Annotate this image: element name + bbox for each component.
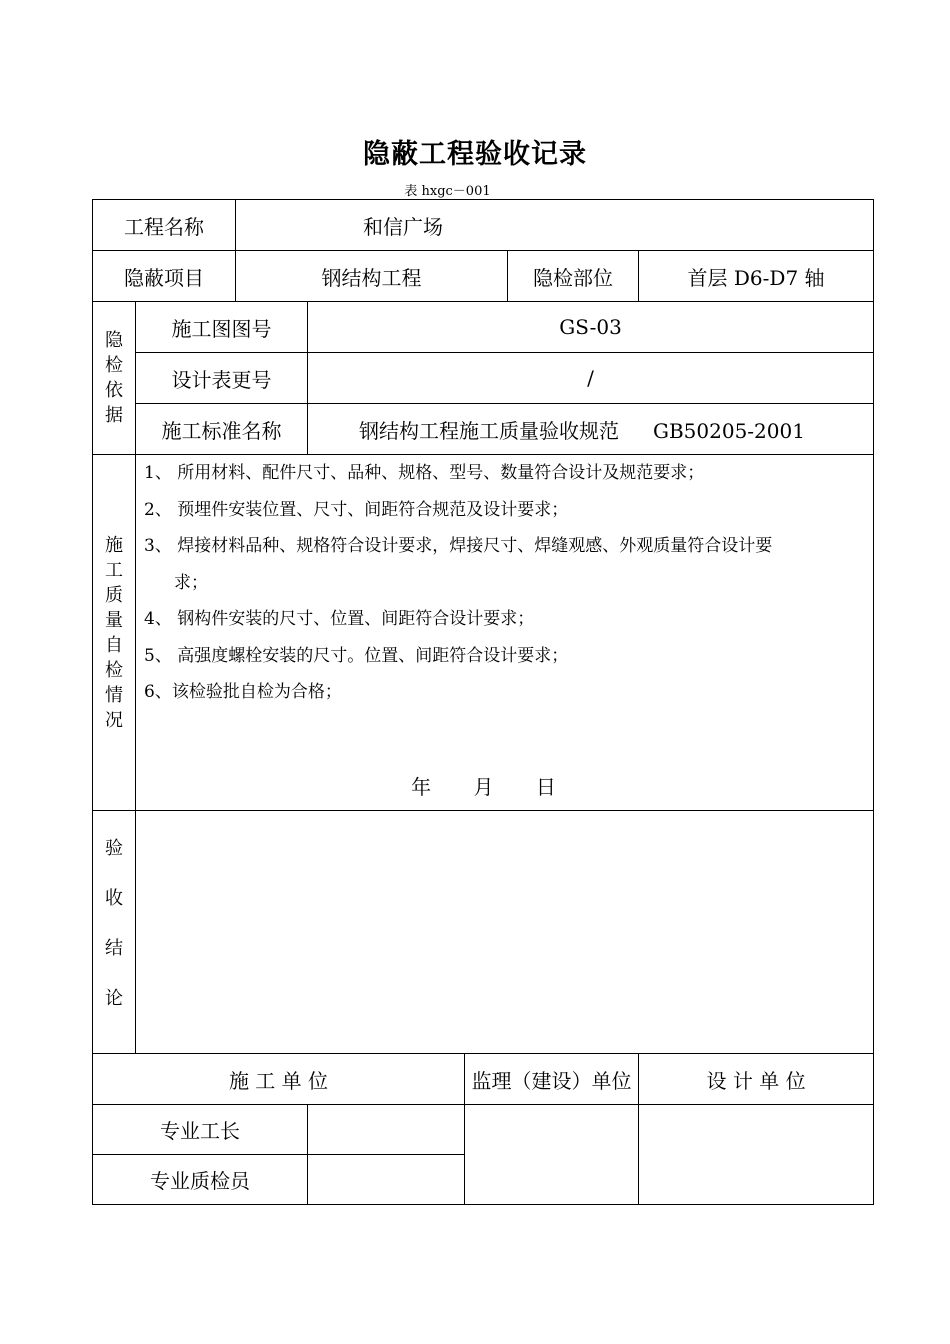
design-signature[interactable] (639, 1105, 874, 1205)
row-project-name (93, 200, 874, 251)
self-check-char: 检 (105, 659, 123, 681)
form-code: 表 hxgc－001 (404, 184, 491, 199)
construction-unit-header: 施 工 单 位 (93, 1054, 465, 1105)
row-drawing-no (93, 302, 874, 353)
design-unit-header: 设 计 单 位 (639, 1054, 874, 1105)
foreman-signature[interactable] (308, 1105, 465, 1155)
row-signature-headers (93, 1054, 874, 1105)
check-item: 6、该检验批自检为合格； (144, 682, 342, 702)
inspection-location-label: 隐检部位 (508, 251, 639, 302)
basis-section-label (93, 302, 136, 455)
supervision-unit-header: 监理（建设）单位 (465, 1054, 639, 1105)
basis-char: 据 (105, 405, 123, 426)
date-year: 年 (411, 774, 432, 799)
inspector-signature[interactable] (308, 1155, 465, 1205)
document-title: 隐蔽工程验收记录 (363, 139, 587, 170)
drawing-no-label: 施工图图号 (136, 302, 308, 353)
acceptance-section-label (93, 811, 136, 1054)
hidden-item-label: 隐蔽项目 (93, 251, 236, 302)
check-item: 1、 所用材料、配件尺寸、品种、规格、型号、数量符合设计及规范要求； (144, 463, 705, 483)
self-check-content[interactable] (136, 455, 874, 811)
project-name-label: 工程名称 (93, 200, 236, 251)
date-month: 月 (473, 774, 494, 799)
inspection-location-value[interactable]: 首层 D6-D7 轴 (639, 251, 874, 302)
check-item: 4、 钢构件安装的尺寸、位置、间距符合设计要求； (144, 609, 535, 629)
check-item-continuation: 求； (174, 572, 208, 593)
row-foreman (93, 1105, 874, 1155)
row-hidden-item (93, 251, 874, 302)
design-change-label: 设计表更号 (136, 353, 308, 404)
acceptance-char: 收 (105, 888, 123, 909)
self-check-char: 量 (105, 609, 123, 631)
inspector-label: 专业质检员 (93, 1155, 308, 1205)
basis-char: 隐 (105, 330, 123, 351)
standard-value[interactable] (308, 404, 874, 455)
self-check-char: 施 (105, 534, 123, 556)
project-name-value[interactable] (236, 200, 874, 251)
self-check-section-label (93, 455, 136, 811)
self-check-char: 情 (105, 684, 123, 706)
row-design-change (93, 353, 874, 404)
row-standard (93, 404, 874, 455)
standard-label: 施工标准名称 (136, 404, 308, 455)
standard-code: GB50205-2001 (653, 418, 805, 443)
row-self-check (93, 455, 874, 811)
check-item: 5、 高强度螺栓安装的尺寸。位置、间距符合设计要求； (144, 645, 569, 666)
supervision-signature[interactable] (465, 1105, 639, 1205)
project-name-text: 和信广场 (363, 214, 443, 239)
check-item: 3、 焊接材料品种、规格符合设计要求，焊接尺寸、焊缝观感、外观质量符合设计要 (144, 536, 773, 556)
foreman-label: 专业工长 (93, 1105, 308, 1155)
self-check-char: 工 (105, 559, 123, 581)
acceptance-content[interactable] (136, 811, 874, 1054)
self-check-char: 自 (105, 634, 123, 656)
date-day: 日 (535, 774, 556, 799)
basis-char: 检 (105, 355, 123, 376)
acceptance-char: 验 (105, 838, 123, 859)
check-item: 2、 预埋件安装位置、尺寸、间距符合规范及设计要求； (144, 499, 569, 520)
self-check-char: 质 (105, 584, 123, 606)
design-change-value[interactable]: / (308, 353, 874, 404)
self-check-char: 况 (105, 709, 123, 731)
acceptance-char: 结 (105, 938, 123, 959)
acceptance-char: 论 (105, 988, 123, 1009)
standard-name: 钢结构工程施工质量验收规范 (359, 418, 619, 443)
drawing-no-value[interactable]: GS-03 (308, 302, 874, 353)
inspection-record-table (92, 199, 874, 1205)
basis-char: 依 (105, 380, 123, 401)
self-check-date (144, 771, 873, 800)
hidden-item-value[interactable]: 钢结构工程 (236, 251, 508, 302)
row-acceptance (93, 811, 874, 1054)
